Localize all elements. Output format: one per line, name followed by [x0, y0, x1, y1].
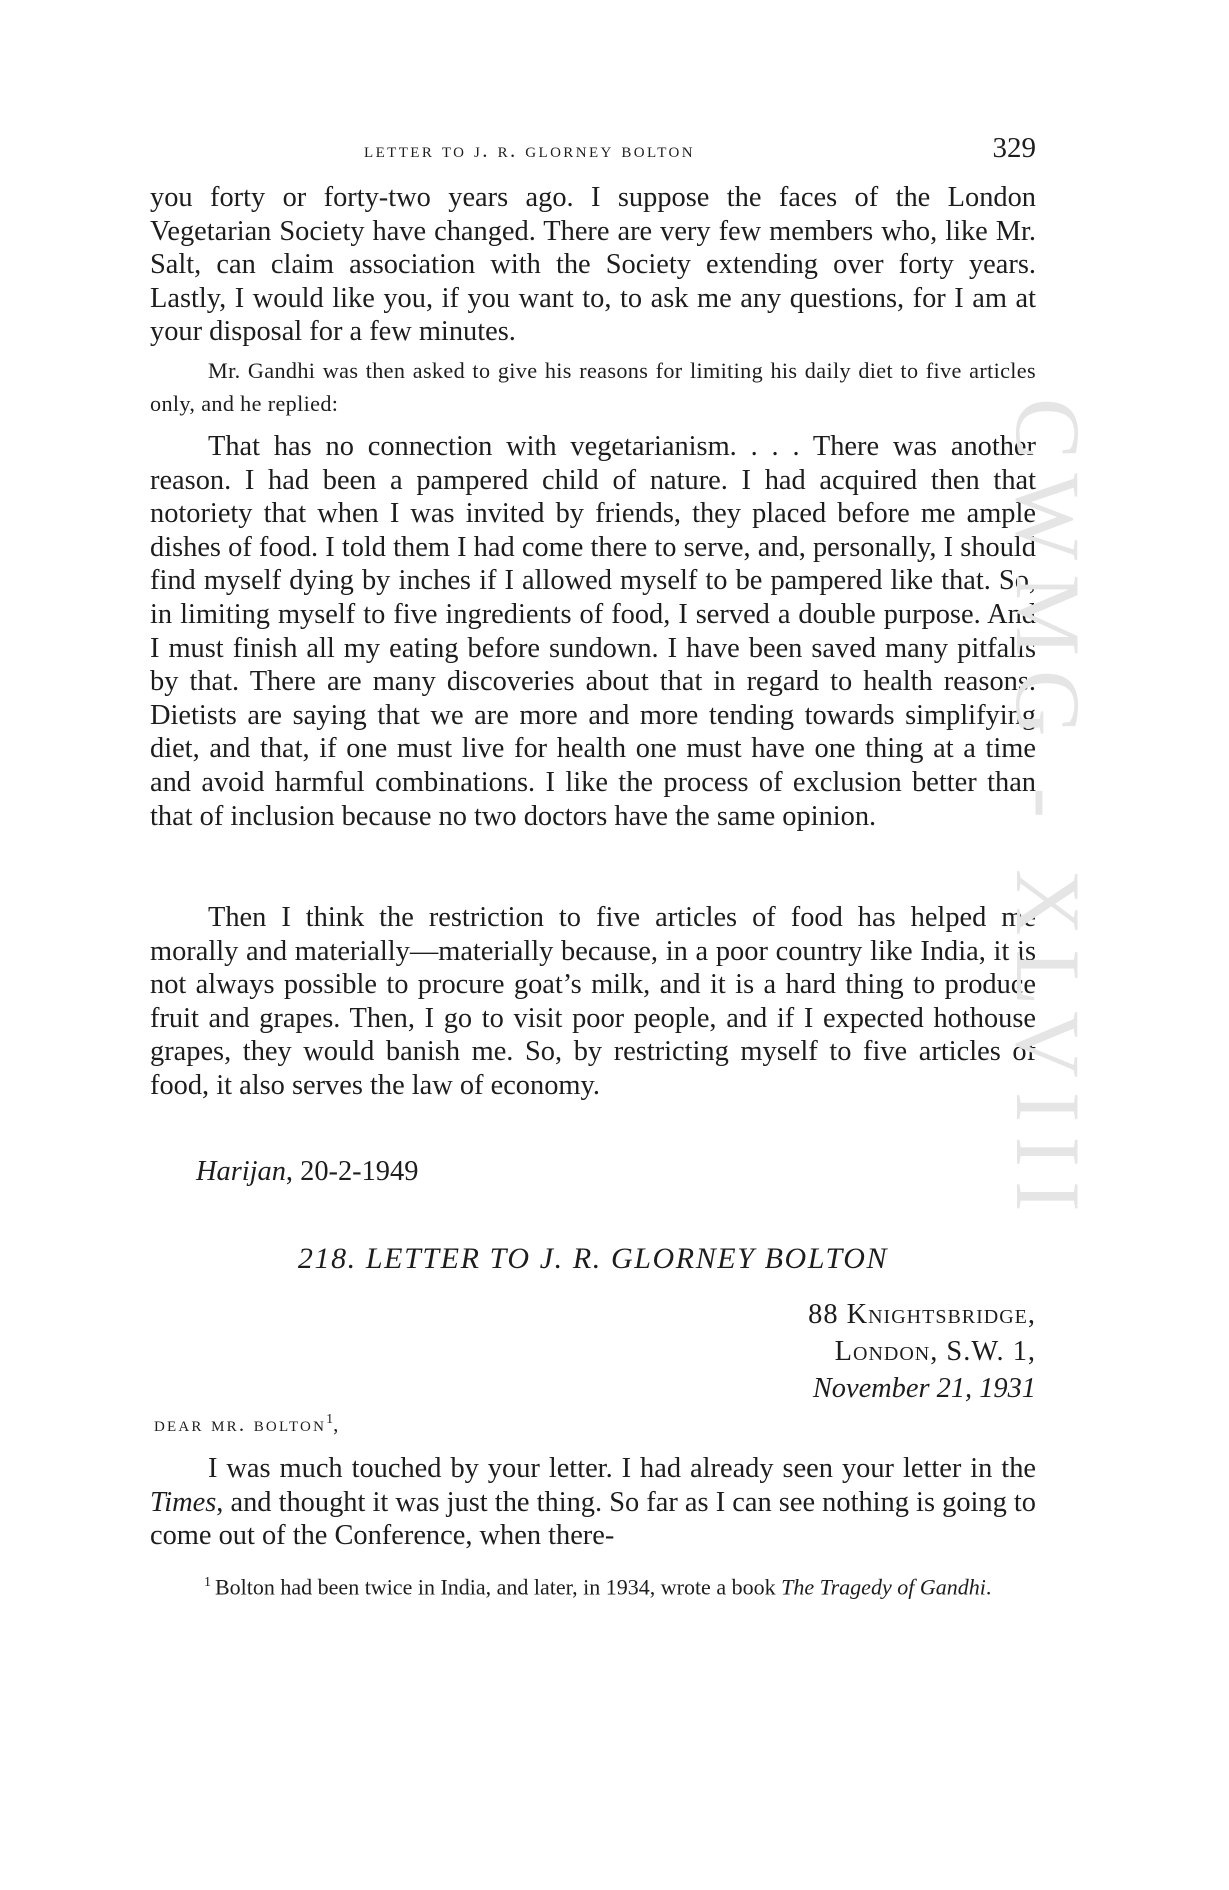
letter-text [150, 1452, 1036, 1553]
continued-speech-paragraph [150, 181, 1036, 349]
salutation-text: dear mr. bolton [154, 1412, 327, 1436]
editorial-note-text: Mr. Gandhi was then asked to give his reasons for limiting his daily diet to five articles only, and he replied: [150, 358, 1036, 416]
source-citation [196, 1156, 418, 1188]
section-heading: 218. LETTER TO J. R. GLORNEY BOLTON [297, 1242, 889, 1275]
footnote-text: Bolton had been twice in India, and later, in 1934, wrote a book [215, 1574, 782, 1600]
paragraph-text: Then I think the restriction to five articles of food has helped me morally and materially—materially because, in a poor country like India, it is not always possible to procure goat’s milk, and it is a hard thing to produce fruit and grapes. Then, I go to visit poor people, and if I expected hothouse grapes, they would banish me. So, by restricting myself to five articles of food, it also serves the law of economy. [150, 902, 1036, 1101]
editorial-note-paragraph [150, 354, 1036, 420]
footnote-book-title: The Tragedy of Gandhi [781, 1574, 986, 1600]
watermark-text: CWMG - XLVIII [997, 398, 1099, 1226]
page-number: 329 [992, 132, 1036, 164]
letter-date: November 21, 1931 [812, 1373, 1036, 1404]
letter-address [808, 1296, 1036, 1407]
running-title: letter to j. r. glorney bolton [364, 138, 695, 162]
footnote [150, 1566, 1036, 1603]
source-date: , 20-2-1949 [285, 1156, 419, 1187]
paragraph-text: That has no connection with vegetarianism. . . . There was another reason. I had been a pampered child of nature. I had acquired then that notoriety that when I was invited by friends, they placed before me ample dishes of food. I told them I had come there to serve, and, personally, I should find myself dying by inches if I allowed myself to be pampered like that. So, in limiting myself to five ingredients of food, I served a double purpose. And I must finish all my eating before sundown. I have been saved many pitfalls by that. There are many discoveries about that in regard to health reasons. Dietists are saying that we are more and more tending towards simplifying diet, and that, if one must live for health one must have one thing at a time and avoid harmful combinations. I like the process of exclusion better than that of inclusion because no two doctors have the same opinion. [150, 431, 1036, 832]
footnote-end: . [985, 1574, 992, 1600]
letter-text-part: I was much touched by your letter. I had already seen your letter in the [208, 1453, 1036, 1484]
footnote-reference: 1 [326, 1412, 334, 1427]
paragraph-text: you forty or forty-two years ago. I suppose the faces of the London Vegetarian Society have changed. There are very few members who, like Mr. Salt, can claim association with the Society extending over forty years. Lastly, I would like you, if you want to, to ask me any questions, for I am at your disposal for a few minutes. [150, 182, 1036, 348]
letter-body-paragraph [150, 1452, 1036, 1553]
source-title: Harijan [196, 1156, 286, 1187]
reply-paragraph [150, 430, 1036, 833]
watermark [997, 398, 1099, 1538]
letter-text-part: , and thought it was just the thing. So far as I can see nothing is going to come out of the Conference, when there- [150, 1486, 1036, 1552]
footnote-mark: 1 [204, 1575, 211, 1590]
address-line-1: 88 Knightsbridge, [808, 1299, 1036, 1330]
running-head [150, 132, 1036, 172]
salutation-comma: , [333, 1412, 341, 1436]
newspaper-title: Times [150, 1486, 217, 1518]
salutation [154, 1412, 341, 1437]
book-page [150, 0, 1036, 1890]
reply-paragraph-continued [150, 901, 1036, 1103]
address-line-2: London, S.W. 1, [834, 1336, 1036, 1367]
